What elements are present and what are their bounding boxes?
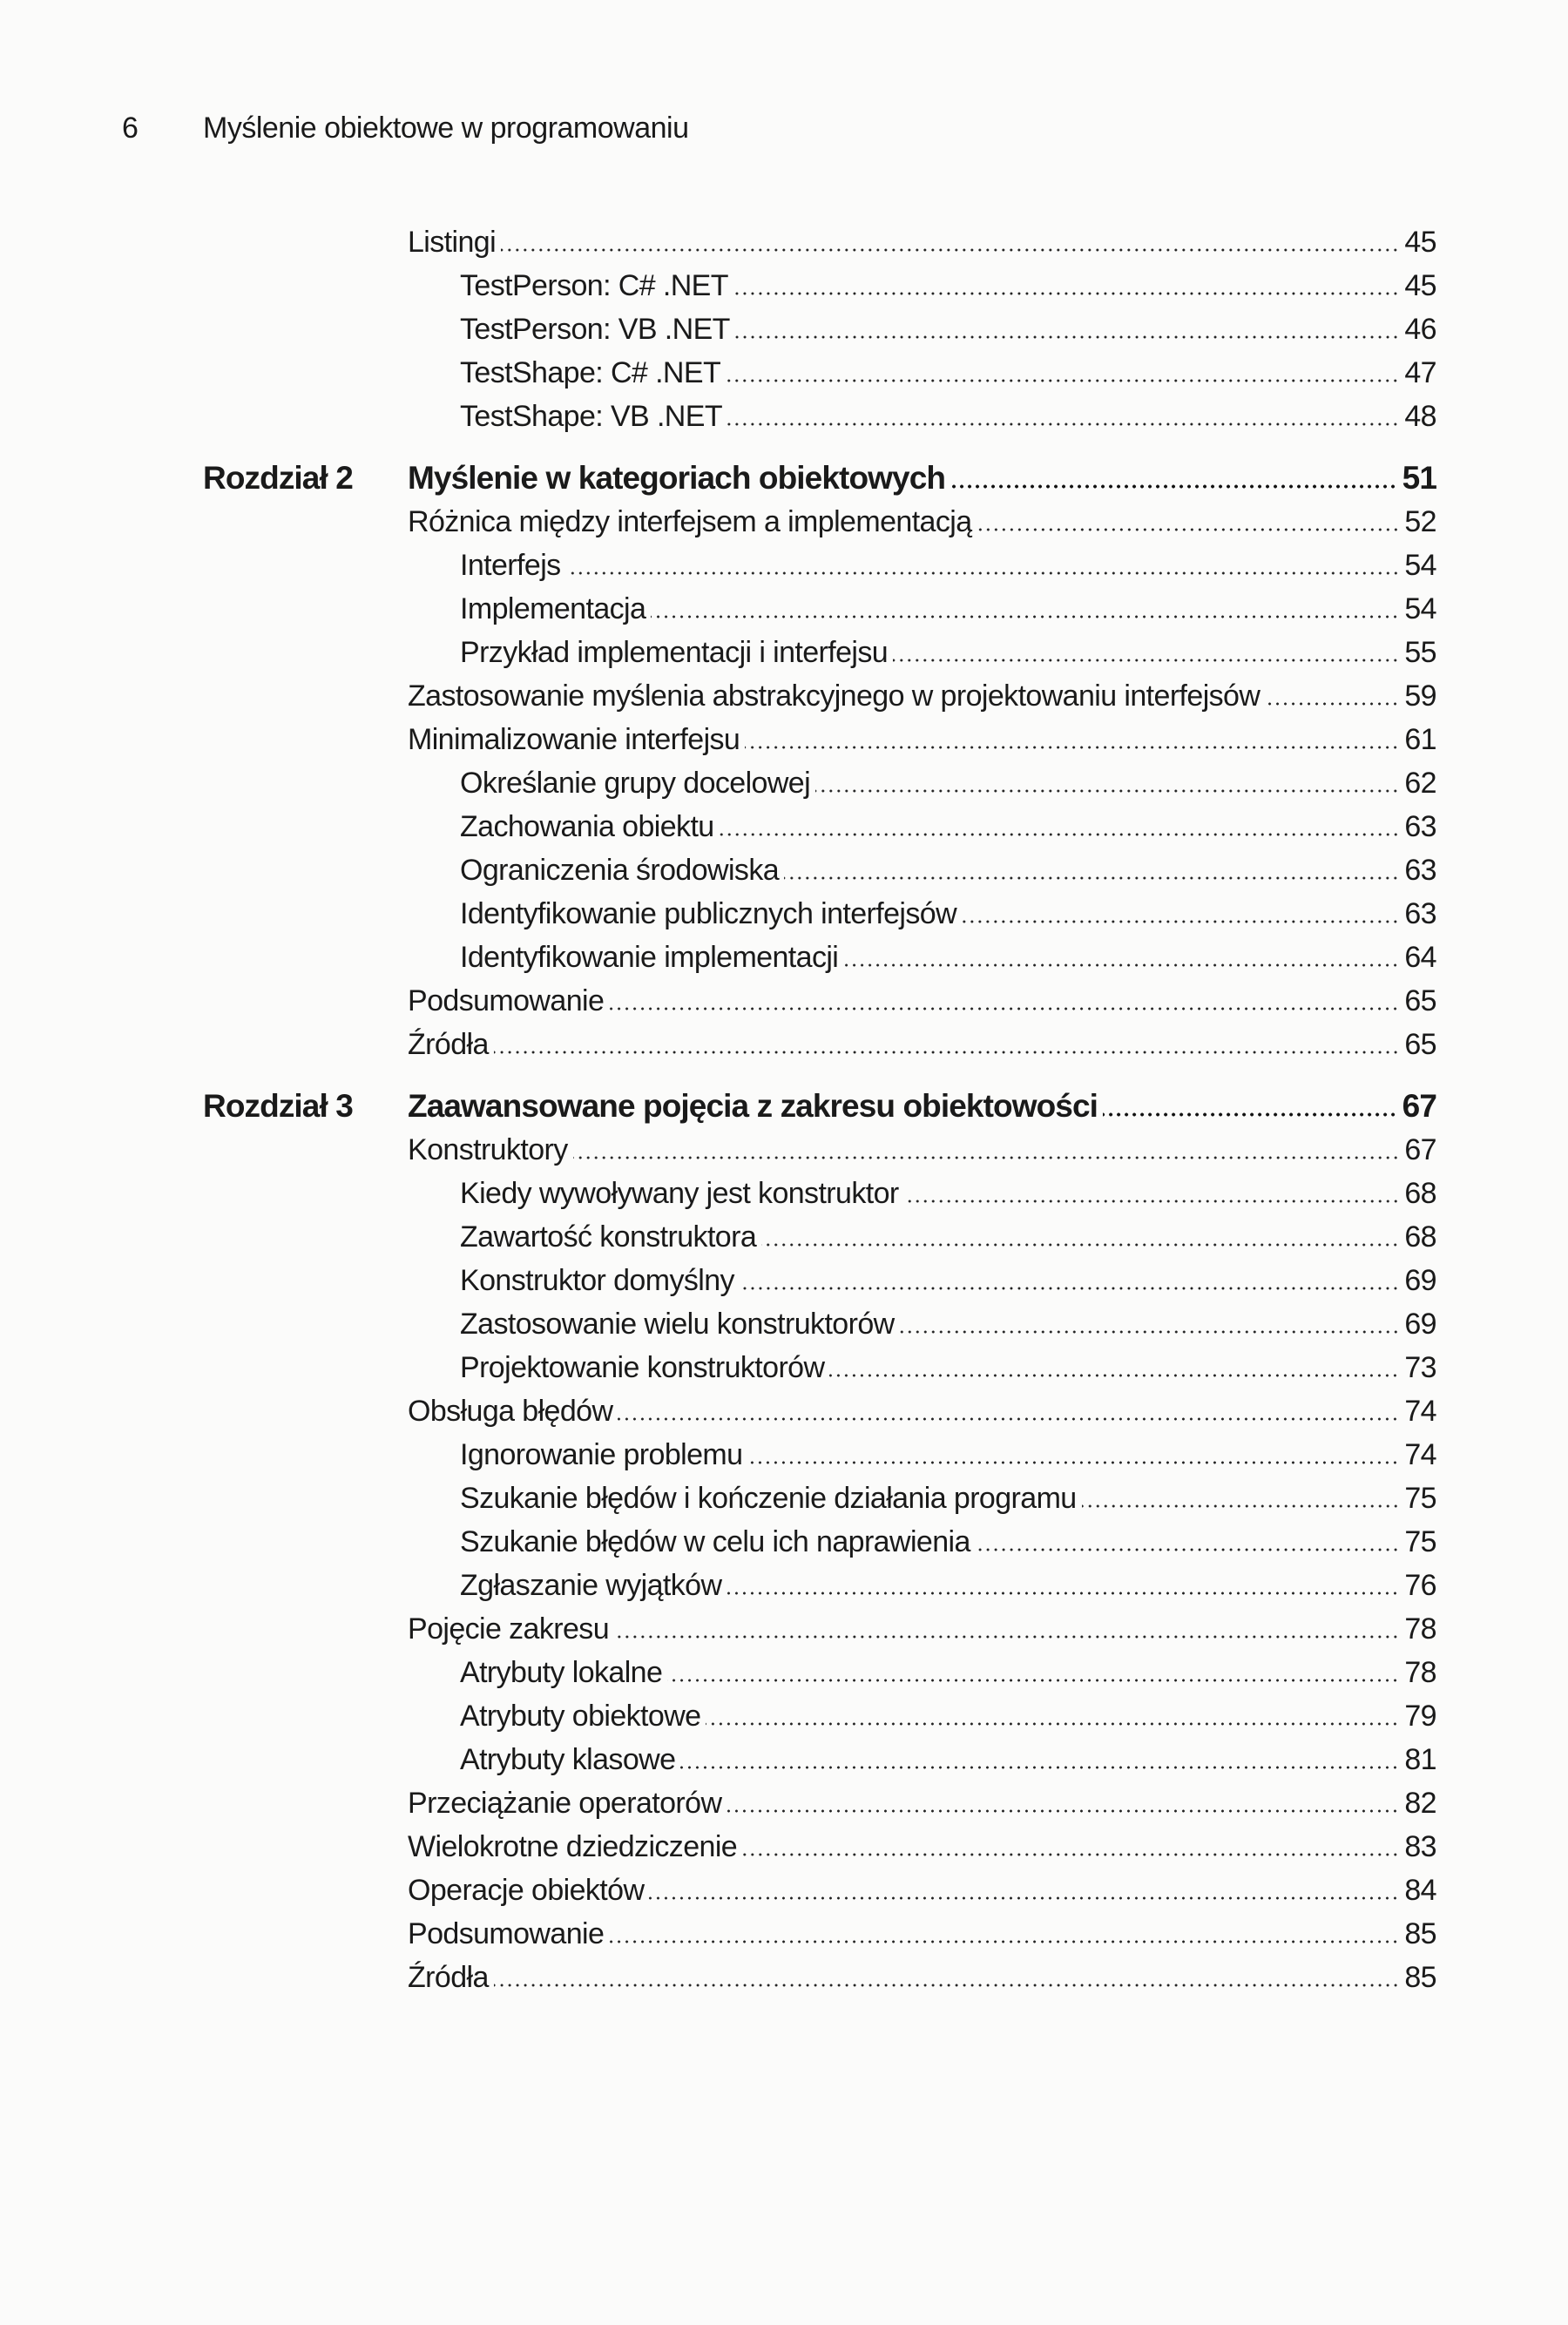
entry-page-number: 61 xyxy=(1404,723,1436,756)
entry-title: Identyfikowanie publicznych interfejsów xyxy=(460,897,957,930)
entry-title: Ograniczenia środowiska xyxy=(460,854,780,887)
toc-entry xyxy=(203,308,1436,351)
entry-page-number: 45 xyxy=(1404,269,1436,302)
dot-leader xyxy=(706,1722,1399,1726)
entry-page-number: 74 xyxy=(1404,1395,1436,1428)
dot-leader xyxy=(829,1374,1399,1377)
dot-leader xyxy=(1265,702,1399,706)
dot-leader xyxy=(893,659,1399,662)
toc-entry xyxy=(203,1869,1436,1912)
toc-entry xyxy=(203,1564,1436,1607)
dot-leader xyxy=(651,615,1399,618)
toc-entry xyxy=(203,395,1436,438)
table-of-contents xyxy=(203,220,1436,1999)
entry-title: Zawartość konstruktora xyxy=(460,1220,757,1254)
entry-title: Konstruktor domyślny xyxy=(460,1264,734,1297)
entry-title: Zastosowanie myślenia abstrakcyjnego w projektowaniu interfejsów xyxy=(408,679,1260,713)
dot-leader xyxy=(735,335,1400,339)
entry-page-number: 63 xyxy=(1404,897,1436,930)
dot-leader xyxy=(904,1200,1400,1203)
dot-leader xyxy=(900,1330,1400,1334)
entry-title: Obsługa błędów xyxy=(408,1395,613,1428)
toc-chapter-entry xyxy=(203,1085,1436,1128)
toc-entry xyxy=(203,1389,1436,1433)
dot-leader xyxy=(680,1766,1399,1769)
entry-title: TestShape: VB .NET xyxy=(460,400,723,433)
entry-page-number: 83 xyxy=(1404,1830,1436,1863)
entry-page-number: 75 xyxy=(1404,1525,1436,1558)
toc-entry xyxy=(203,892,1436,936)
dot-leader xyxy=(784,876,1399,880)
entry-page-number: 78 xyxy=(1404,1612,1436,1646)
entry-title: Minimalizowanie interfejsu xyxy=(408,723,740,756)
dot-leader xyxy=(494,1051,1400,1054)
entry-page-number: 63 xyxy=(1404,810,1436,843)
entry-page-number: 63 xyxy=(1404,854,1436,887)
entry-page-number: 59 xyxy=(1404,679,1436,713)
dot-leader xyxy=(976,1548,1400,1551)
toc-entry xyxy=(203,500,1436,544)
toc-entry xyxy=(203,1738,1436,1781)
entry-page-number: 64 xyxy=(1404,941,1436,974)
chapter-number: Rozdział 3 xyxy=(203,1088,353,1124)
entry-page-number: 65 xyxy=(1404,984,1436,1017)
dot-leader xyxy=(609,1007,1399,1010)
toc-entry xyxy=(203,1956,1436,1999)
entry-title: Wielokrotne dziedziczenie xyxy=(408,1830,738,1863)
toc-entry xyxy=(203,1651,1436,1694)
entry-page-number: 54 xyxy=(1404,592,1436,625)
entry-title: Źródła xyxy=(408,1028,489,1061)
entry-title: Kiedy wywoływany jest konstruktor xyxy=(460,1177,899,1210)
toc-entry xyxy=(203,1128,1436,1172)
entry-page-number: 46 xyxy=(1404,313,1436,346)
toc-entry xyxy=(203,220,1436,264)
toc-entry xyxy=(203,1477,1436,1520)
entry-page-number: 68 xyxy=(1404,1220,1436,1254)
entry-title: Myślenie w kategoriach obiektowych xyxy=(408,460,946,496)
dot-leader xyxy=(720,833,1400,836)
dot-leader xyxy=(566,571,1400,575)
entry-title: Konstruktory xyxy=(408,1133,568,1166)
toc-entry xyxy=(203,544,1436,587)
dot-leader xyxy=(649,1896,1399,1900)
dot-leader xyxy=(609,1940,1399,1943)
dot-leader xyxy=(614,1635,1399,1639)
entry-page-number: 47 xyxy=(1404,356,1436,389)
entry-page-number: 85 xyxy=(1404,1961,1436,1994)
entry-page-number: 82 xyxy=(1404,1787,1436,1820)
entry-page-number: 62 xyxy=(1404,767,1436,800)
toc-entry xyxy=(203,1694,1436,1738)
entry-title: Identyfikowanie implementacji xyxy=(460,941,839,974)
entry-page-number: 52 xyxy=(1404,505,1436,538)
dot-leader xyxy=(740,1287,1399,1290)
entry-title: Szukanie błędów i kończenie działania programu xyxy=(460,1482,1077,1515)
entry-page-number: 48 xyxy=(1404,400,1436,433)
entry-title: Ignorowanie problemu xyxy=(460,1438,743,1471)
entry-title: TestPerson: C# .NET xyxy=(460,269,728,302)
entry-title: Implementacja xyxy=(460,592,646,625)
dot-leader xyxy=(815,789,1399,793)
toc-entry xyxy=(203,1023,1436,1066)
toc-entry xyxy=(203,761,1436,805)
entry-page-number: 79 xyxy=(1404,1700,1436,1733)
toc-entry xyxy=(203,587,1436,631)
entry-title: Różnica między interfejsem a implementacją xyxy=(408,505,972,538)
dot-leader xyxy=(962,920,1399,923)
toc-entry xyxy=(203,848,1436,892)
dot-leader xyxy=(950,484,1397,489)
entry-title: Zgłaszanie wyjątków xyxy=(460,1569,722,1602)
toc-entry xyxy=(203,1781,1436,1825)
entry-title: Atrybuty obiektowe xyxy=(460,1700,701,1733)
entry-page-number: 73 xyxy=(1404,1351,1436,1384)
toc-entry xyxy=(203,1215,1436,1259)
entry-page-number: 68 xyxy=(1404,1177,1436,1210)
dot-leader xyxy=(494,1984,1400,1987)
toc-entry xyxy=(203,1520,1436,1564)
entry-page-number: 69 xyxy=(1404,1264,1436,1297)
toc-entry xyxy=(203,936,1436,979)
entry-title: Pojęcie zakresu xyxy=(408,1612,610,1646)
dot-leader xyxy=(742,1853,1399,1856)
dot-leader xyxy=(977,528,1400,531)
entry-page-number: 65 xyxy=(1404,1028,1436,1061)
entry-title: Atrybuty klasowe xyxy=(460,1743,676,1776)
dot-leader xyxy=(761,1243,1399,1247)
toc-entry xyxy=(203,1825,1436,1869)
entry-page-number: 69 xyxy=(1404,1308,1436,1341)
dot-leader xyxy=(618,1417,1399,1421)
toc-entry xyxy=(203,1607,1436,1651)
dot-leader xyxy=(733,292,1399,295)
toc-entry xyxy=(203,1433,1436,1477)
entry-page-number: 75 xyxy=(1404,1482,1436,1515)
dot-leader xyxy=(727,1592,1399,1595)
toc-entry xyxy=(203,674,1436,718)
toc-entry xyxy=(203,631,1436,674)
entry-title: Podsumowanie xyxy=(408,1917,605,1950)
dot-leader xyxy=(667,1679,1399,1682)
entry-page-number: 76 xyxy=(1404,1569,1436,1602)
toc-entry xyxy=(203,1259,1436,1302)
dot-leader xyxy=(745,746,1399,749)
dot-leader xyxy=(501,248,1399,252)
toc-entry xyxy=(203,1346,1436,1389)
entry-title: Przeciążanie operatorów xyxy=(408,1787,722,1820)
toc-chapter-entry xyxy=(203,456,1436,500)
toc-entry xyxy=(203,718,1436,761)
entry-page-number: 74 xyxy=(1404,1438,1436,1471)
entry-page-number: 51 xyxy=(1402,460,1436,496)
entry-page-number: 78 xyxy=(1404,1656,1436,1689)
entry-title: Zaawansowane pojęcia z zakresu obiektowości xyxy=(408,1088,1098,1124)
entry-title: Przykład implementacji i interfejsu xyxy=(460,636,889,669)
dot-leader xyxy=(1103,1112,1397,1117)
dot-leader xyxy=(727,1809,1399,1813)
page-number: 6 xyxy=(122,112,139,145)
running-header xyxy=(0,112,1568,150)
entry-title: Zachowania obiektu xyxy=(460,810,714,843)
dot-leader xyxy=(843,963,1399,967)
entry-title: Określanie grupy docelowej xyxy=(460,767,811,800)
entry-page-number: 81 xyxy=(1404,1743,1436,1776)
toc-entry xyxy=(203,351,1436,395)
entry-title: Szukanie błędów w celu ich naprawienia xyxy=(460,1525,970,1558)
dot-leader xyxy=(573,1156,1400,1159)
entry-title: Operacje obiektów xyxy=(408,1874,645,1907)
entry-page-number: 85 xyxy=(1404,1917,1436,1950)
entry-page-number: 55 xyxy=(1404,636,1436,669)
entry-page-number: 45 xyxy=(1404,226,1436,259)
entry-title: TestShape: C# .NET xyxy=(460,356,721,389)
toc-entry xyxy=(203,264,1436,308)
entry-title: TestPerson: VB .NET xyxy=(460,313,730,346)
toc-entry xyxy=(203,1912,1436,1956)
dot-leader xyxy=(1082,1504,1400,1508)
entry-title: Listingi xyxy=(408,226,497,259)
entry-page-number: 67 xyxy=(1404,1133,1436,1166)
chapter-number: Rozdział 2 xyxy=(203,460,353,496)
entry-title: Zastosowanie wielu konstruktorów xyxy=(460,1308,895,1341)
entry-page-number: 84 xyxy=(1404,1874,1436,1907)
toc-entry xyxy=(203,1302,1436,1346)
dot-leader xyxy=(747,1461,1399,1464)
entry-title: Interfejs xyxy=(460,549,561,582)
entry-title: Atrybuty lokalne xyxy=(460,1656,663,1689)
entry-title: Źródła xyxy=(408,1961,489,1994)
dot-leader xyxy=(727,422,1399,426)
entry-page-number: 54 xyxy=(1404,549,1436,582)
toc-entry xyxy=(203,805,1436,848)
toc-entry xyxy=(203,1172,1436,1215)
book-title: Myślenie obiektowe w programowaniu xyxy=(203,112,689,145)
dot-leader xyxy=(726,379,1399,382)
entry-title: Podsumowanie xyxy=(408,984,605,1017)
entry-page-number: 67 xyxy=(1402,1088,1436,1124)
toc-entry xyxy=(203,979,1436,1023)
entry-title: Projektowanie konstruktorów xyxy=(460,1351,825,1384)
